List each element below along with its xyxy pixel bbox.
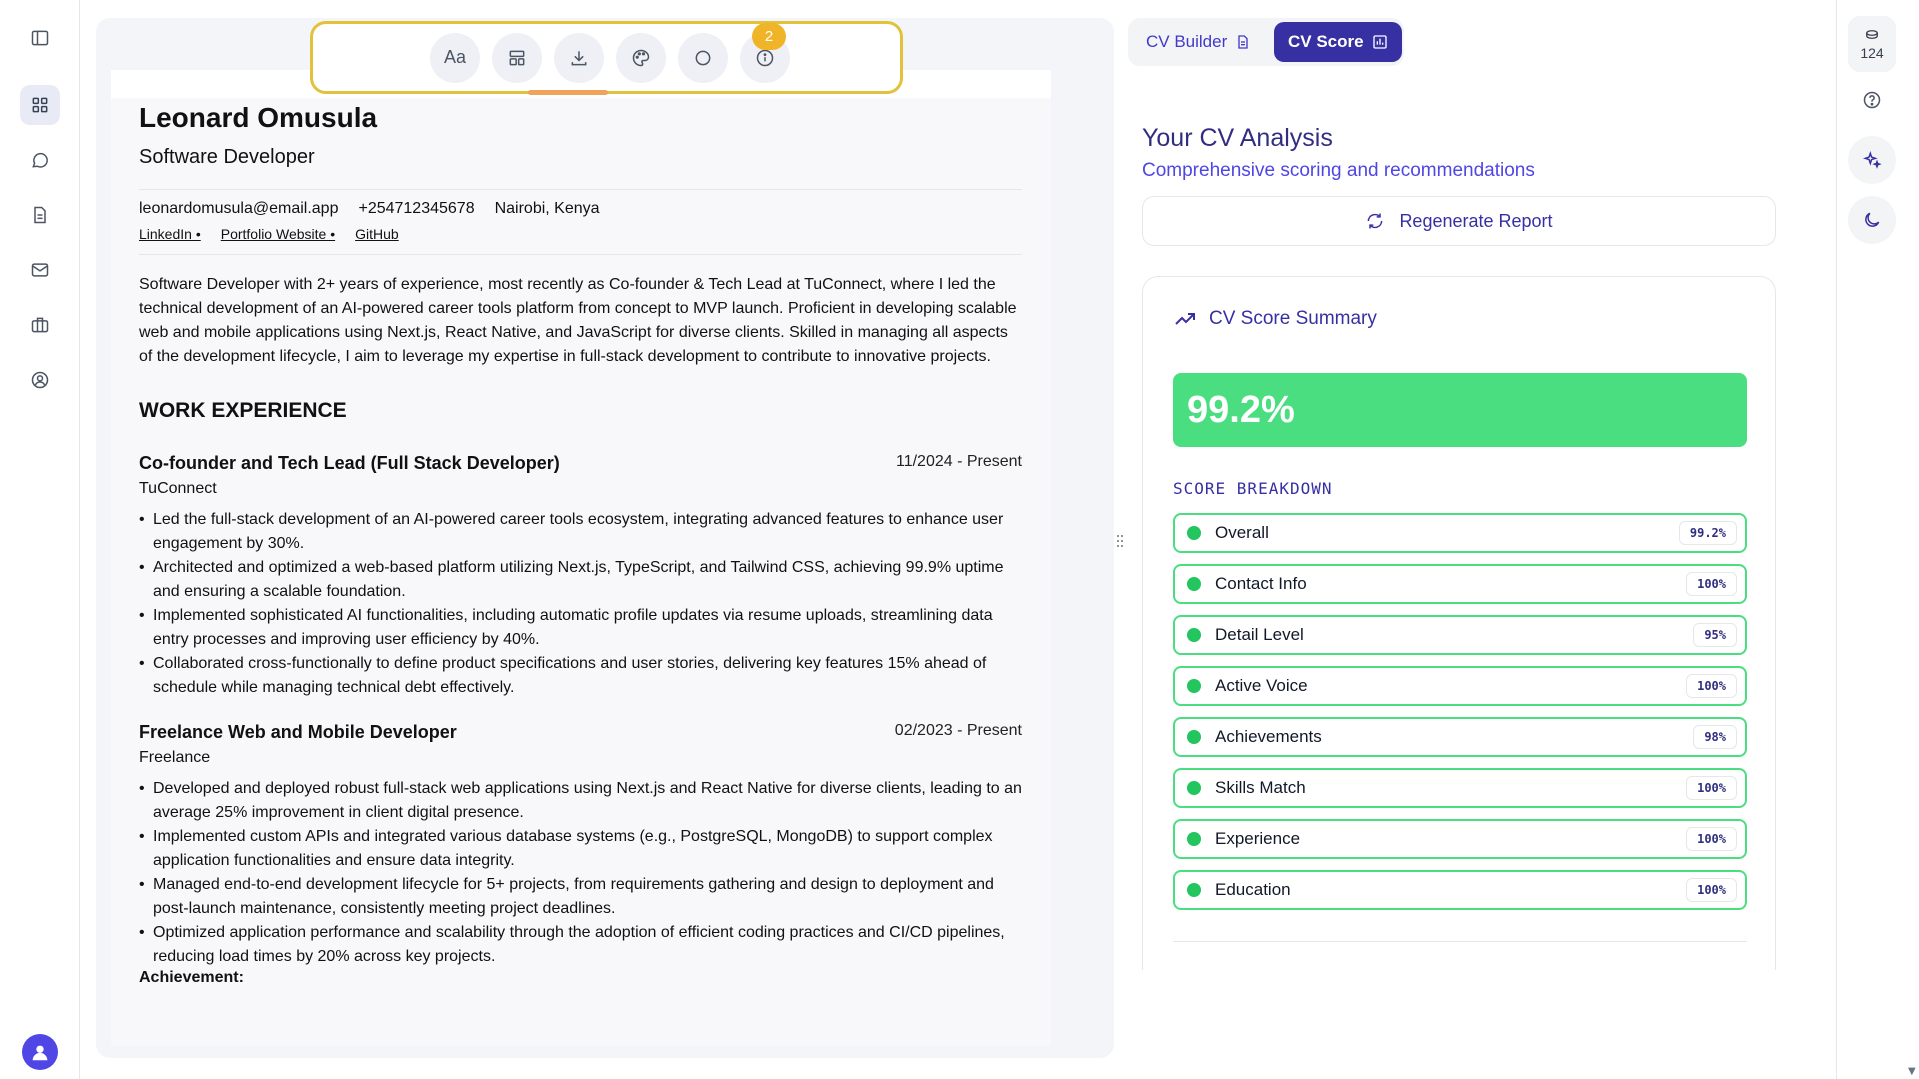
job-title[interactable]: Co-founder and Tech Lead (Full Stack Developer): [139, 453, 560, 473]
breakdown-label: Detail Level: [1215, 625, 1304, 644]
breakdown-label: Experience: [1215, 829, 1301, 848]
score-summary-card: [1142, 276, 1776, 970]
refresh-icon: [1365, 211, 1385, 231]
breakdown-label: Achievements: [1215, 727, 1322, 746]
view-tabs: [1128, 18, 1404, 66]
links-row: [139, 226, 1022, 242]
resume-content: [139, 98, 1022, 987]
status-dot: [1187, 883, 1201, 897]
palette-icon: [631, 48, 651, 68]
job-dates[interactable]: 11/2024 - Present: [895, 453, 1022, 470]
link-portfolio[interactable]: Portfolio Website •: [220, 226, 336, 242]
job-bullet[interactable]: • Implemented custom APIs and integrated various database systems (e.g., PostgreSQL, MongoDB) to support complex application functionalities and ensure data integrity.: [139, 825, 1022, 873]
overall-score-value: 99.2%: [1187, 388, 1295, 431]
toggle-sidebar-button[interactable]: [20, 18, 60, 58]
breakdown-row-skills-match[interactable]: [1173, 768, 1747, 808]
link-github[interactable]: GitHub: [355, 226, 399, 242]
score-summary-heading: CV Score Summary: [1209, 308, 1377, 329]
tab-cv-score-label: CV Score: [1288, 32, 1364, 51]
breakdown-row-experience[interactable]: [1173, 819, 1747, 859]
achievement-label[interactable]: Achievement:: [139, 969, 244, 986]
panel-resize-handle[interactable]: [1114, 531, 1126, 551]
breakdown-label: Skills Match: [1215, 778, 1306, 797]
breakdown-row-active-voice[interactable]: [1173, 666, 1747, 706]
breakdown-row-achievements[interactable]: [1173, 717, 1747, 757]
layout-button[interactable]: [492, 33, 542, 83]
breakdown-value: 98%: [1693, 725, 1737, 749]
contact-phone[interactable]: +254712345678: [358, 200, 475, 217]
link-linkedin[interactable]: LinkedIn •: [139, 226, 201, 242]
briefcase-icon: [30, 315, 50, 335]
contact-row: [139, 200, 1022, 218]
breakdown-row-overall[interactable]: [1173, 513, 1747, 553]
breakdown-value: 100%: [1686, 572, 1737, 596]
user-avatar-icon: [29, 1041, 51, 1063]
layout-icon: [507, 48, 527, 68]
chat-bubble-icon: [30, 150, 50, 170]
toolbar-drag-notch[interactable]: [528, 90, 608, 95]
divider: [1173, 941, 1747, 942]
sidebar-toggle-icon: [30, 28, 50, 48]
regenerate-report-button[interactable]: [1142, 196, 1776, 246]
job-header: [139, 722, 1022, 743]
credits-button[interactable]: [1848, 16, 1896, 72]
theme-palette-button[interactable]: [616, 33, 666, 83]
breakdown-row-education[interactable]: [1173, 870, 1747, 910]
bar-chart-icon: [1372, 34, 1388, 50]
download-icon: [569, 48, 589, 68]
contact-email[interactable]: leonardomusula@email.app: [139, 200, 339, 217]
download-button[interactable]: [554, 33, 604, 83]
nav-documents[interactable]: [20, 195, 60, 235]
status-dot: [1187, 730, 1201, 744]
circle-icon: [693, 48, 713, 68]
nav-jobs[interactable]: [20, 305, 60, 345]
notification-badge: 2: [752, 23, 786, 50]
credits-count: 124: [1860, 45, 1884, 61]
job-bullet[interactable]: • Developed and deployed robust full-stack web applications using Next.js and React Native for diverse clients, leading to an average 25% improvement in client digital presence.: [139, 777, 1022, 825]
breakdown-label: Contact Info: [1215, 574, 1307, 593]
coins-icon: [1863, 27, 1881, 45]
tab-cv-builder-label: CV Builder: [1146, 32, 1228, 51]
help-button[interactable]: [1848, 76, 1896, 124]
job-bullet[interactable]: • Managed end-to-end development lifecycle for 5+ projects, from requirements gathering and design to deployment and post-launch maintenance, consistently meeting project deadlines.: [139, 873, 1022, 921]
status-dot: [1187, 526, 1201, 540]
sparkles-icon: [1862, 150, 1882, 170]
grip-dots-icon: [1116, 534, 1124, 548]
analysis-subtitle: Comprehensive scoring and recommendations: [1142, 160, 1535, 181]
status-dot: [1187, 628, 1201, 642]
overall-score-banner: [1173, 373, 1747, 447]
status-dot: [1187, 781, 1201, 795]
nav-profile[interactable]: [20, 360, 60, 400]
breakdown-value: 100%: [1686, 674, 1737, 698]
resume-summary[interactable]: Software Developer with 2+ years of experience, most recently as Co-founder & Tech Lead at TuConnect, where I led the technical development of an AI-powered career tools platform from concept to MVP launch. Proficient in developing scalable web and mobile applications using Next.js, React Native, and JavaScript for diverse clients. Skilled in managing all aspects of the development lifecycle, I aim to leverage my expertise in full-stack development to contribute to innovative projects.: [139, 276, 1017, 365]
job-bullet[interactable]: • Architected and optimized a web-based platform utilizing Next.js, TypeScript, and Tailwind CSS, achieving 99.9% uptime and ensuring a scalable foundation.: [139, 556, 1022, 604]
job-bullet[interactable]: • Led the full-stack development of an AI-powered career tools ecosystem, integrating advanced features to enhance user engagement by 30%.: [139, 508, 1022, 556]
dark-mode-toggle[interactable]: [1848, 196, 1896, 244]
breakdown-label: Overall: [1215, 523, 1269, 542]
user-circle-icon: [30, 370, 50, 390]
breakdown-value: 95%: [1693, 623, 1737, 647]
status-dot: [1187, 577, 1201, 591]
job-title[interactable]: Freelance Web and Mobile Developer: [139, 722, 457, 742]
breakdown-value: 100%: [1686, 776, 1737, 800]
divider: [139, 254, 1022, 255]
score-summary-header: [1173, 307, 1377, 331]
avatar[interactable]: [22, 1034, 58, 1070]
breakdown-label: Education: [1215, 880, 1291, 899]
job-bullet[interactable]: • Implemented sophisticated AI functionalities, including automatic profile updates via resume uploads, streamlining data entry processes and improving user efficiency by 40%.: [139, 604, 1022, 652]
job-bullet[interactable]: • Collaborated cross-functionally to define product specifications and user stories, delivering key features 15% ahead of schedule while managing technical debt effectively.: [139, 652, 1022, 700]
resume-toolbar: [310, 21, 903, 94]
font-button[interactable]: [430, 33, 480, 83]
left-sidebar: [0, 0, 80, 1079]
job-bullet[interactable]: • Optimized application performance and scalability through the adoption of efficient coding practices and CI/CD pipelines, reducing load times by 20% across key projects.: [139, 921, 1022, 969]
mail-icon: [30, 260, 50, 280]
circle-button[interactable]: [678, 33, 728, 83]
score-breakdown-title: SCORE BREAKDOWN: [1173, 479, 1333, 498]
nav-mail[interactable]: [20, 250, 60, 290]
grid-icon: [30, 95, 50, 115]
moon-icon: [1862, 210, 1882, 230]
job-bullets: [139, 777, 1022, 969]
breakdown-row-contact-info[interactable]: [1173, 564, 1747, 604]
document-icon: [1235, 34, 1251, 50]
job-header: [139, 453, 1022, 474]
scroll-down-arrow[interactable]: ▼: [1908, 1066, 1916, 1077]
font-label: Aa: [443, 47, 467, 67]
nav-dashboard[interactable]: [20, 85, 60, 125]
breakdown-row-detail-level[interactable]: [1173, 615, 1747, 655]
resume-job-title[interactable]: Software Developer: [139, 146, 315, 168]
breakdown-value: 100%: [1686, 827, 1737, 851]
status-dot: [1187, 832, 1201, 846]
contact-location[interactable]: Nairobi, Kenya: [494, 200, 600, 217]
analysis-title: Your CV Analysis: [1142, 124, 1333, 152]
trending-up-icon: [1173, 307, 1197, 331]
tab-cv-score[interactable]: [1274, 22, 1402, 62]
status-dot: [1187, 679, 1201, 693]
breakdown-label: Active Voice: [1215, 676, 1308, 695]
job-company[interactable]: Freelance: [139, 749, 211, 766]
breakdown-value: 100%: [1686, 878, 1737, 902]
regenerate-report-label: Regenerate Report: [1399, 210, 1553, 231]
score-breakdown-list: [1173, 513, 1747, 921]
job-bullets: [139, 508, 1022, 700]
document-icon: [30, 205, 50, 225]
breakdown-value: 99.2%: [1679, 521, 1737, 545]
job-dates[interactable]: 02/2023 - Present: [894, 722, 1022, 739]
help-circle-icon: [1862, 90, 1882, 110]
job-company[interactable]: TuConnect: [139, 480, 217, 497]
nav-chat[interactable]: [20, 140, 60, 180]
resume-name[interactable]: Leonard Omusula: [139, 102, 378, 133]
tab-cv-builder[interactable]: [1132, 22, 1265, 62]
info-icon: [755, 48, 775, 68]
section-heading-work[interactable]: WORK EXPERIENCE: [139, 399, 347, 422]
ai-assist-button[interactable]: [1848, 136, 1896, 184]
divider: [139, 189, 1022, 190]
